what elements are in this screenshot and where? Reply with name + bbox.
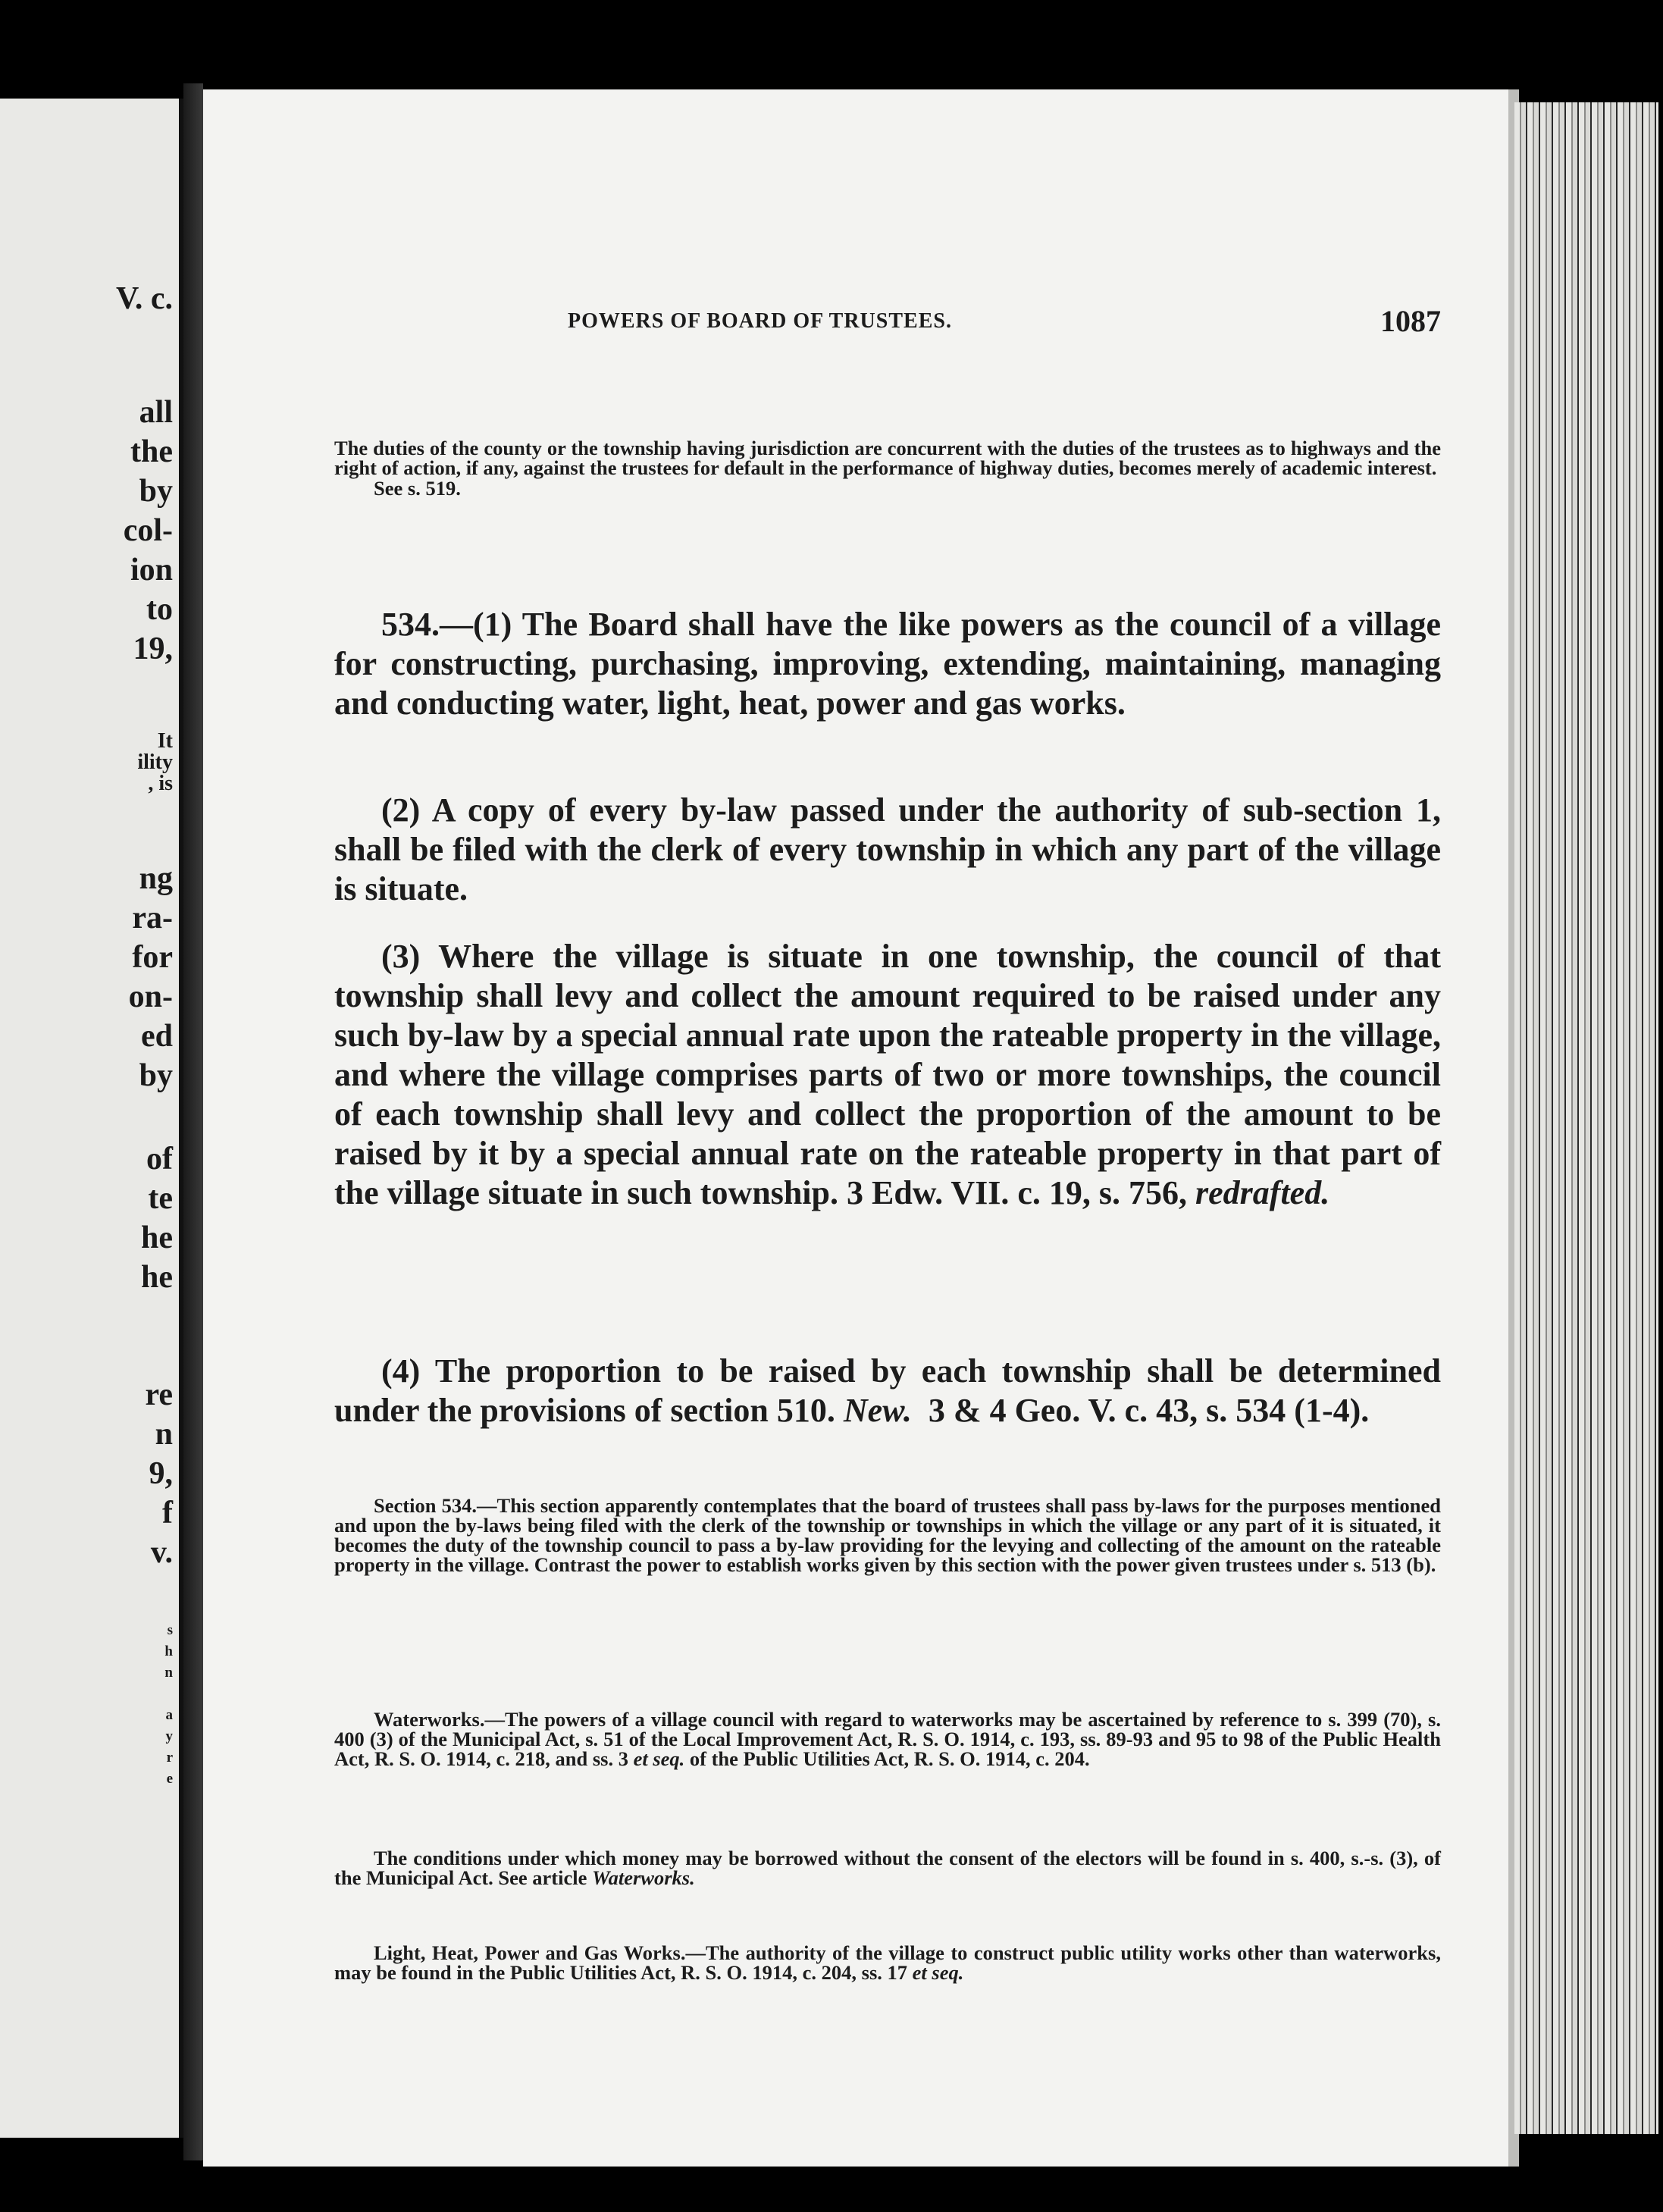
- left-page-text-fragment: by: [139, 1058, 173, 1093]
- section-534-subsection-1: [334, 605, 1441, 723]
- left-page-text-fragment: to: [146, 592, 173, 627]
- left-page-text-fragment: f: [162, 1496, 173, 1531]
- left-page-text-fragment: n: [164, 1665, 173, 1681]
- subsection-3-text: (3) Where the village is situate in one township, the council of that township shall levy and collect the amount required to be raised under any such by-law by a special annual rate upon the rateable property in the village, and where the village comprises parts of two or more townships, the council of each township shall levy and collect the proportion of the amount to be raised by it by a special annual rate on the rateable property in that part of the village situate in such township. 3 Edw. VII. c. 19, s. 756,: [334, 938, 1441, 1211]
- note-waterworks-text-b: of the Public Utilities Act, R. S. O. 1914, c. 204.: [689, 1747, 1090, 1770]
- note-borrowing-text: The conditions under which money may be borrowed without the consent of the electors will be found in s. 400, s.-s. (3), of the Municipal Act. See article: [334, 1847, 1441, 1889]
- left-page-text-fragment: 9,: [149, 1456, 173, 1491]
- subsection-3-italic: redrafted.: [1195, 1174, 1330, 1211]
- note-light-heat-power-italic: et seq.: [912, 1961, 964, 1984]
- section-534-subsection-4: [334, 1352, 1441, 1430]
- page-number: 1087: [1380, 304, 1441, 338]
- left-page-text-fragment: re: [145, 1377, 173, 1412]
- book-gutter: [183, 83, 203, 2160]
- left-page-text-fragment: v.: [150, 1535, 173, 1570]
- note-waterworks: [334, 1709, 1441, 1769]
- left-page-text-fragment: It: [157, 729, 173, 753]
- left-page-text-fragment: h: [164, 1643, 173, 1659]
- subsection-4-text: (4) The proportion to be raised by each township shall be determined under the provisions of section 510.: [334, 1352, 1441, 1429]
- left-page-text-fragment: ng: [139, 861, 173, 896]
- left-page-text-fragment: by: [139, 474, 173, 509]
- left-page-text-fragment: e: [166, 1771, 173, 1787]
- left-page-text-fragment: ion: [130, 553, 173, 587]
- running-head-title: POWERS OF BOARD OF TRUSTEES.: [568, 309, 952, 333]
- left-page-text-fragment: V. c.: [115, 281, 173, 316]
- note-borrowing: [334, 1848, 1441, 1888]
- section-534-subsection-2: (2) A copy of every by-law passed under the authority of sub-section 1, shall be filed with the clerk of every township in which any part of the village is situate.: [334, 791, 1441, 907]
- subsection-4-citation: 3 & 4 Geo. V. c. 43, s. 534 (1-4).: [928, 1392, 1370, 1429]
- subsection-1-text: —(1) The Board shall have the like powers as the council of a village for constructing, purchasing, improving, extending, maintaining, managing and conducting water, light, heat, power and gas works.: [334, 606, 1441, 722]
- left-page-text-fragment: , is: [148, 772, 173, 795]
- left-page-text-fragment: r: [166, 1750, 173, 1766]
- left-facing-page: [0, 99, 183, 2138]
- left-page-text-fragment: a: [165, 1707, 173, 1723]
- subsection-4-italic: New.: [843, 1392, 912, 1429]
- left-page-text-fragment: ed: [141, 1019, 173, 1054]
- note-waterworks-italic: et seq.: [633, 1747, 685, 1770]
- left-page-text-fragment: col-: [123, 513, 173, 548]
- note-light-heat-power-heading: Light, Heat, Power and Gas Works.: [374, 1941, 686, 1964]
- note-light-heat-power-text: —The authority of the village to construct public utility works other than waterworks, may be found in the Public Utilities Act, R. S. O. 1914, c. 204, ss. 17: [334, 1941, 1441, 1984]
- left-page-text-fragment: on-: [128, 979, 173, 1014]
- left-page-text-fragment: the: [130, 434, 173, 469]
- note-waterworks-heading: Waterworks.: [374, 1708, 485, 1731]
- left-page-text-fragment: all: [139, 395, 173, 430]
- section-number: 534.: [381, 606, 440, 643]
- left-page-text-fragment: ra-: [132, 901, 173, 935]
- note-light-heat-power: [334, 1943, 1441, 1982]
- left-page-text-fragment: ility: [137, 750, 173, 774]
- left-page-text-fragment: n: [155, 1417, 173, 1452]
- note-waterworks-text-a: —The powers of a village council with regard to waterworks may be ascertained by reference to s. 399 (70), s. 400 (3) of the Municipal Act, s. 51 of the Local Improvement Act, R. S. O. 1914, c. 193, ss. 89-93 and 95 to 98 of the Public Health Act, R. S. O. 1914, c. 218, and ss. 3: [334, 1708, 1441, 1770]
- note-section-534-text: —This section apparently contemplates that the board of trustees shall pass by-laws for the purposes mentioned and upon the by-laws being filed with the clerk of the township or townships in which the village or any part of it is situated, it becomes the duty of the township council to pass a by-law providing for the levying and collecting of the amount on the rateable property in the village. Contrast the power to establish works given by this section with the power given trustees under s. 513 (b).: [334, 1494, 1442, 1576]
- left-page-text-fragment: for: [132, 940, 173, 975]
- intro-note: [334, 438, 1441, 499]
- intro-note-text: The duties of the county or the township having jurisdiction are concurrent with the duties of the trustees as to highways and the right of action, if any, against the trustees for default in the performance of highway duties, becomes merely of academic interest.: [334, 437, 1441, 479]
- left-page-text-fragment: of: [146, 1142, 173, 1176]
- note-borrowing-italic: Waterworks.: [592, 1866, 695, 1889]
- note-section-534: [334, 1496, 1441, 1574]
- left-page-text-fragment: he: [141, 1220, 173, 1255]
- left-page-text-fragment: y: [165, 1728, 173, 1744]
- left-page-text-fragment: s: [167, 1622, 173, 1638]
- intro-see-reference: See s. 519.: [374, 477, 461, 500]
- note-section-534-heading: Section 534.: [374, 1494, 478, 1517]
- left-page-text-fragment: te: [148, 1181, 173, 1216]
- left-page-text-fragment: 19,: [133, 631, 173, 666]
- left-page-text-fragment: he: [141, 1260, 173, 1295]
- main-page: [203, 89, 1514, 2167]
- running-head: [334, 303, 1441, 349]
- section-534-subsection-3: [334, 937, 1441, 1213]
- stacked-page-edges: [1514, 102, 1658, 2134]
